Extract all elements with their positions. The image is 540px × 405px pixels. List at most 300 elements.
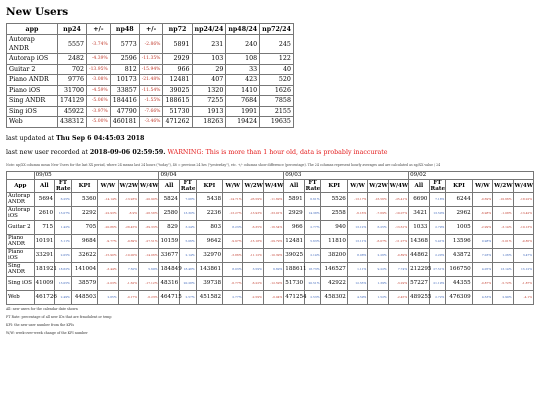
weekly-app-name: Guitar 2 xyxy=(7,220,35,234)
weekly-cell: 212295 xyxy=(409,262,429,276)
weekly-cell: 5891 xyxy=(284,192,304,206)
weekly-cell: 43872 xyxy=(446,248,472,262)
weekly-col-header: All xyxy=(409,179,429,192)
summary-cell: 2929 xyxy=(163,54,192,65)
weekly-col-header: W/4W xyxy=(513,179,533,192)
weekly-cell: -6.77% xyxy=(223,276,243,290)
weekly-cell: -1.62% xyxy=(118,276,138,290)
weekly-cell: 1.11% xyxy=(347,262,367,276)
summary-row xyxy=(7,35,294,54)
weekly-cell: 4.53% xyxy=(472,290,492,304)
weekly-cell: -3.44% xyxy=(98,262,118,276)
weekly-col-header: FT Rate xyxy=(305,179,321,192)
stale-data-warning: WARNING: This is more than 1 hour old, data is probably inaccurate xyxy=(165,148,388,156)
weekly-cell: 2.49% xyxy=(55,290,72,304)
summary-cell: 1913 xyxy=(192,106,226,117)
summary-row xyxy=(7,106,294,117)
weekly-col-header: FT Rate xyxy=(430,179,446,192)
weekly-row xyxy=(7,276,534,290)
weekly-app-name: Autorap ANDR xyxy=(7,192,35,206)
summary-app-name: Sing iOS xyxy=(7,106,58,117)
summary-cell: 19424 xyxy=(226,117,260,128)
weekly-cell: 2.99% xyxy=(493,290,513,304)
weekly-cell: 13.05% xyxy=(55,276,72,290)
weekly-col-header: W/4W xyxy=(263,179,283,192)
summary-cell: 240 xyxy=(226,35,260,54)
weekly-cell: -0.17% xyxy=(118,290,138,304)
weekly-cell: 7.03% xyxy=(472,248,492,262)
weekly-cell: 13.50% xyxy=(429,206,446,220)
summary-cell: 520 xyxy=(260,75,294,86)
weekly-cell: 5360 xyxy=(71,192,97,206)
weekly-row xyxy=(7,234,534,248)
footnote: KPI: the new user number from the KPIs xyxy=(6,322,75,327)
weekly-cell: 13596 xyxy=(446,234,472,248)
weekly-cell: 4.05% xyxy=(472,262,492,276)
weekly-cell: -6.22% xyxy=(243,276,263,290)
weekly-cell: 44862 xyxy=(409,248,429,262)
weekly-cell: 13.11% xyxy=(347,234,367,248)
weekly-cell: -26.58% xyxy=(139,206,159,220)
weekly-cell: -10.66% xyxy=(493,192,513,206)
summary-col-header: np24/24 xyxy=(192,24,226,35)
summary-cell: 5557 xyxy=(58,35,87,54)
weekly-cell: 146527 xyxy=(321,262,347,276)
weekly-cell: 21.19% xyxy=(429,276,446,290)
summary-cell: 33857 xyxy=(110,85,139,96)
summary-row xyxy=(7,85,294,96)
summary-col-header: app xyxy=(7,24,58,35)
page-title: New Users xyxy=(6,6,69,18)
weekly-cell: 6.25% xyxy=(55,192,72,206)
weekly-cell: 33677 xyxy=(159,248,179,262)
weekly-cell: 1.52% xyxy=(368,290,388,304)
summary-cell: -2.86% xyxy=(139,35,163,54)
weekly-cell: 4.59% xyxy=(347,290,367,304)
weekly-col-header: W/2W xyxy=(493,179,513,192)
weekly-cell: -2.99% xyxy=(472,220,492,234)
summary-cell: -13.95% xyxy=(87,64,111,75)
weekly-cell: 10159 xyxy=(159,234,179,248)
week-header-row xyxy=(7,171,534,179)
summary-app-name: Autorap ANDR xyxy=(7,35,58,54)
summary-cell: -3.74% xyxy=(87,35,111,54)
weekly-cell: 141004 xyxy=(71,262,97,276)
weekly-cell: 3.47% xyxy=(513,248,533,262)
weekly-cell: 458302 xyxy=(321,290,347,304)
weekly-col-header: W/W xyxy=(472,179,492,192)
summary-cell: 47790 xyxy=(110,106,139,117)
weekly-cell: 9684 xyxy=(71,234,97,248)
weekly-cell: -14.71% xyxy=(223,192,243,206)
summary-cell: 31700 xyxy=(58,85,87,96)
weekly-cell: -10.39% xyxy=(263,248,283,262)
weekly-cell: 1.39% xyxy=(368,276,388,290)
summary-cell: 2482 xyxy=(58,54,87,65)
last-updated xyxy=(6,135,534,143)
footnote: All: new users for the calendar date shown xyxy=(6,306,78,311)
weekly-col-header: All xyxy=(159,179,179,192)
last-recorded-value: 2018-09-06 02:59:59. xyxy=(89,148,166,156)
weekly-cell: 166750 xyxy=(446,262,472,276)
weekly-cell: 12481 xyxy=(284,234,304,248)
summary-cell: -15.94% xyxy=(139,64,163,75)
weekly-cell: 5.41% xyxy=(429,234,446,248)
summary-row xyxy=(7,96,294,107)
summary-cell: 10173 xyxy=(110,75,139,86)
weekly-cell: 2580 xyxy=(159,206,179,220)
summary-app-name: Guitar 2 xyxy=(7,64,58,75)
weekly-cell: 2.14% xyxy=(304,248,321,262)
weekly-cell: 7.18% xyxy=(429,192,446,206)
weekly-cell: 461726 xyxy=(34,290,54,304)
weekly-cell: -0.89% xyxy=(388,248,408,262)
weekly-col-header: W/2W xyxy=(243,179,263,192)
weekly-cell: 471254 xyxy=(284,290,304,304)
weekly-cell: 32970 xyxy=(196,248,222,262)
weekly-cell: -19.07% xyxy=(388,206,408,220)
weekly-cell: 38200 xyxy=(321,248,347,262)
weekly-cell: -0.69% xyxy=(472,192,492,206)
summary-cell: 103 xyxy=(192,54,226,65)
weekly-cell: -0.04% xyxy=(263,290,283,304)
weekly-cell: 715 xyxy=(34,220,54,234)
weekly-app-name: Piano iOS xyxy=(7,248,35,262)
weekly-cell: 1033 xyxy=(409,220,429,234)
weekly-cell: 42922 xyxy=(321,276,347,290)
weekly-cell: -11.69% xyxy=(263,192,283,206)
summary-cell: -5.00% xyxy=(87,117,111,128)
summary-row xyxy=(7,54,294,65)
summary-cell: 2155 xyxy=(260,106,294,117)
weekly-cell: 3.59% xyxy=(243,262,263,276)
summary-col-header: +/- xyxy=(87,24,111,35)
weekly-cell: 13.07% xyxy=(55,206,72,220)
weekly-cell: -8.9% xyxy=(118,206,138,220)
weekly-cell: 2558 xyxy=(321,206,347,220)
summary-cell: 29 xyxy=(192,64,226,75)
weekly-cell: 20.51% xyxy=(304,276,321,290)
weekly-cell: -25.41% xyxy=(388,192,408,206)
weekly-col-header: W/2W xyxy=(368,179,388,192)
weekly-cell: 13.12% xyxy=(347,220,367,234)
weekly-col-header: All xyxy=(284,179,304,192)
weekly-cell: 6244 xyxy=(446,192,472,206)
weekly-cell: -5.01% xyxy=(493,234,513,248)
weekly-cell: 7.50% xyxy=(118,262,138,276)
weekly-cell: 6.25% xyxy=(368,220,388,234)
weekly-cell: 451582 xyxy=(196,290,222,304)
footnote: FT Rate: percentage of all new IDs that are fraudulent or temp xyxy=(6,314,112,319)
weekly-col-header: FT Rate xyxy=(56,179,71,192)
weekly-cell: 14368 xyxy=(409,234,429,248)
summary-cell: 966 xyxy=(163,64,192,75)
summary-cell: 1410 xyxy=(226,85,260,96)
summary-cell: -5.06% xyxy=(87,96,111,107)
summary-cell: 702 xyxy=(58,64,87,75)
weekly-cell: 2.65% xyxy=(98,290,118,304)
weekly-cell: -15.90% xyxy=(98,248,118,262)
weekly-cell: 188611 xyxy=(284,262,304,276)
weekly-cell: 13.12% xyxy=(513,262,533,276)
weekly-cell: 2.57% xyxy=(179,290,196,304)
summary-cell: 12481 xyxy=(163,75,192,86)
weekly-cell: -20.90% xyxy=(139,192,159,206)
weekly-cell: -5.72% xyxy=(493,276,513,290)
weekly-cell: -9.97% xyxy=(223,234,243,248)
weekly-app-header: App xyxy=(7,179,35,192)
summary-cell: 407 xyxy=(192,75,226,86)
weekly-cell: 1.26% xyxy=(493,248,513,262)
week-date-header: 09/05 xyxy=(34,171,159,179)
weekly-cell: -16.54% xyxy=(263,220,283,234)
weekly-cell: -13.93% xyxy=(118,192,138,206)
summary-cell: 5773 xyxy=(110,35,139,54)
summary-cell: 9776 xyxy=(58,75,87,86)
summary-cell: 460181 xyxy=(110,117,139,128)
weekly-cell: 2929 xyxy=(284,206,304,220)
summary-cell: 39025 xyxy=(163,85,192,96)
weekly-cell: 41009 xyxy=(34,276,54,290)
weekly-cell: -6.23% xyxy=(139,290,159,304)
weekly-row xyxy=(7,220,534,234)
weekly-app-name: Sing ANDR xyxy=(7,262,35,276)
weekly-cell: -11.12% xyxy=(243,248,263,262)
weekly-cell: -16.56% xyxy=(368,192,388,206)
weekly-table xyxy=(6,171,534,305)
summary-cell: -1.55% xyxy=(139,96,163,107)
weekly-cell: 2610 xyxy=(34,206,54,220)
page xyxy=(6,0,534,337)
weekly-cell: 57227 xyxy=(409,276,429,290)
weekly-cell: 5.69% xyxy=(139,262,159,276)
weekly-cell: 48316 xyxy=(159,276,179,290)
weekly-col-header: W/W xyxy=(98,179,118,192)
weekly-cell: 5.11% xyxy=(55,234,72,248)
summary-col-header: np48/24 xyxy=(226,24,260,35)
weekly-cell: 8.08% xyxy=(347,248,367,262)
weekly-cell: 9.22% xyxy=(368,262,388,276)
summary-cell: -11.54% xyxy=(139,85,163,96)
weekly-cell: 705 xyxy=(71,220,97,234)
weekly-cell: 6.61% xyxy=(304,192,321,206)
weekly-cell: -28.45% xyxy=(118,220,138,234)
weekly-cell: 5.06% xyxy=(179,234,196,248)
weekly-cell: -20.86% xyxy=(98,220,118,234)
summary-cell: 33 xyxy=(226,64,260,75)
weekly-cell: 11810 xyxy=(321,234,347,248)
weekly-cell: -18.22% xyxy=(513,192,533,206)
weekly-cell: 18.48% xyxy=(179,262,196,276)
summary-col-header: np48 xyxy=(110,24,139,35)
weekly-cell: -39.33% xyxy=(139,220,159,234)
weekly-cell: -6.07% xyxy=(368,234,388,248)
weekly-col-header: KPI xyxy=(446,179,472,192)
weekly-cell: 1005 xyxy=(446,220,472,234)
weekly-cell: -2.59% xyxy=(243,290,263,304)
weekly-cell: 2.26% xyxy=(368,248,388,262)
weekly-cell: 2.77% xyxy=(223,290,243,304)
weekly-cell: 12.55% xyxy=(347,276,367,290)
summary-cell: 471262 xyxy=(163,117,192,128)
summary-row xyxy=(7,117,294,128)
summary-app-name: Piano ANDR xyxy=(7,75,58,86)
weekly-cell: -11.27% xyxy=(388,234,408,248)
summary-cell: -11.35% xyxy=(139,54,163,65)
weekly-col-header: W/W xyxy=(223,179,243,192)
weekly-row xyxy=(7,290,534,304)
weekly-app-name: Autorap iOS xyxy=(7,206,35,220)
weekly-cell: 8.03% xyxy=(223,262,243,276)
weekly-cell: 2.53% xyxy=(304,290,321,304)
weekly-col-header: KPI xyxy=(321,179,347,192)
weekly-col-header: KPI xyxy=(196,179,222,192)
summary-cell: 19635 xyxy=(260,117,294,128)
weekly-cell: 20.28% xyxy=(179,276,196,290)
weekly-cell: 2.14% xyxy=(179,248,196,262)
weekly-cell: 13.30% xyxy=(179,206,196,220)
summary-cell: 812 xyxy=(110,64,139,75)
weekly-cell: 2962 xyxy=(446,206,472,220)
summary-app-name: Web xyxy=(7,117,58,128)
weekly-cell: 13.14% xyxy=(493,262,513,276)
weekly-cell: 6690 xyxy=(409,192,429,206)
summary-app-name: Autorap iOS xyxy=(7,54,58,65)
weekly-cell: -3.14% xyxy=(493,220,513,234)
weekly-cell: 18.62% xyxy=(55,262,72,276)
weekly-cell: 5694 xyxy=(34,192,54,206)
weekly-cell: -4.1% xyxy=(513,290,533,304)
weekly-cell: 966 xyxy=(284,220,304,234)
weekly-cell: 5.63% xyxy=(304,234,321,248)
weekly-cell: -3.29% xyxy=(388,276,408,290)
weekly-cell: 9642 xyxy=(196,234,222,248)
weekly-cell: 10191 xyxy=(34,234,54,248)
summary-cell: 40 xyxy=(260,64,294,75)
summary-col-header: np24 xyxy=(58,24,87,35)
weekly-cell: -14.06% xyxy=(139,248,159,262)
weekly-app-name: Web xyxy=(7,290,35,304)
weekly-cell: 44355 xyxy=(446,276,472,290)
weekly-cell: 33291 xyxy=(34,248,54,262)
summary-cell: 423 xyxy=(226,75,260,86)
summary-cell: 174129 xyxy=(58,96,87,107)
weekly-cell: -1.08% xyxy=(493,206,513,220)
weekly-col-header: KPI xyxy=(71,179,97,192)
weekly-cell: 7.74% xyxy=(388,262,408,276)
summary-row xyxy=(7,64,294,75)
weekly-cell: 32622 xyxy=(71,248,97,262)
weekly-cell: -15.18% xyxy=(243,234,263,248)
weekly-cell: 27.51% xyxy=(429,262,446,276)
weekly-cell: -19.13% xyxy=(513,220,533,234)
last-updated-value: Thu Sep 6 04:45:03 2018 xyxy=(55,134,145,142)
summary-row xyxy=(7,75,294,86)
weekly-cell: -6.35% xyxy=(243,220,263,234)
weekly-cell: 7.08% xyxy=(179,192,196,206)
footnote: W/W: week-over-week change of the KPI number xyxy=(6,330,88,335)
summary-cell: 7684 xyxy=(226,96,260,107)
weekly-cell: 184849 xyxy=(159,262,179,276)
weekly-cell: 8.23% xyxy=(223,220,243,234)
weekly-cell: -13.61% xyxy=(388,220,408,234)
weekly-cell: 464715 xyxy=(159,290,179,304)
weekly-cell: 14.38% xyxy=(304,206,321,220)
weekly-cell: -13.93% xyxy=(243,206,263,220)
weekly-cell: -0.87% xyxy=(472,276,492,290)
weekly-cell: 2.79% xyxy=(429,220,446,234)
weekly-cell: 5526 xyxy=(321,192,347,206)
weekly-cell: 5438 xyxy=(196,192,222,206)
weekly-cell: 3.24% xyxy=(179,220,196,234)
summary-cell: 51730 xyxy=(163,106,192,117)
last-recorded xyxy=(6,149,534,157)
summary-body xyxy=(7,35,294,128)
weekly-cell: 18.73% xyxy=(304,262,321,276)
weekly-row xyxy=(7,192,534,206)
weekly-cell: 2.72% xyxy=(429,290,446,304)
weekly-cell: 38579 xyxy=(71,276,97,290)
summary-cell: 1626 xyxy=(260,85,294,96)
week-date-header: 09/04 xyxy=(159,171,284,179)
summary-cell: 1320 xyxy=(192,85,226,96)
summary-cell: 2596 xyxy=(110,54,139,65)
weekly-col-header: W/4W xyxy=(139,179,159,192)
summary-col-header: np72 xyxy=(163,24,192,35)
weekly-cell: -17.12% xyxy=(139,276,159,290)
weekly-cell: 940 xyxy=(321,220,347,234)
summary-col-header: +/- xyxy=(139,24,163,35)
summary-cell: 7858 xyxy=(260,96,294,107)
weekly-col-header: W/2W xyxy=(118,179,138,192)
summary-col-header: np72/24 xyxy=(260,24,294,35)
weekly-row xyxy=(7,262,534,276)
summary-cell: 188615 xyxy=(163,96,192,107)
weekly-cell: 51730 xyxy=(284,276,304,290)
weekly-cell: -9.85% xyxy=(513,234,533,248)
summary-header-row xyxy=(7,24,294,35)
summary-table xyxy=(6,23,294,128)
weekly-cell: -2.03% xyxy=(98,276,118,290)
weekly-cell: -33.91% xyxy=(263,206,283,220)
weekly-col-header: All xyxy=(34,179,54,192)
weekly-col-header: FT Rate xyxy=(180,179,196,192)
weekly-cell: -6.16% xyxy=(347,206,367,220)
weekly-cell: -9.77% xyxy=(98,234,118,248)
weekly-cell: -13.42% xyxy=(513,206,533,220)
summary-cell: 245 xyxy=(260,35,294,54)
weekly-body xyxy=(7,192,534,304)
weekly-cell: -12.59% xyxy=(263,276,283,290)
weekly-cell: -6.98% xyxy=(472,206,492,220)
summary-app-name: Piano iOS xyxy=(7,85,58,96)
weekly-col-header: W/4W xyxy=(388,179,408,192)
weekly-cell: 0.98% xyxy=(472,234,492,248)
weekly-cell: -2.45% xyxy=(388,290,408,304)
summary-cell: 122 xyxy=(260,54,294,65)
weekly-cell: -29.79% xyxy=(263,234,283,248)
weekly-cell: -27.51% xyxy=(139,234,159,248)
weekly-cell: 476309 xyxy=(446,290,472,304)
summary-cell: -4.39% xyxy=(87,54,111,65)
weekly-cell: 829 xyxy=(159,220,179,234)
summary-cell: -3.97% xyxy=(87,106,111,117)
summary-app-name: Sing ANDR xyxy=(7,96,58,107)
summary-cell: -7.66% xyxy=(139,106,163,117)
weekly-cell: 2292 xyxy=(71,206,97,220)
weekly-cell: -10.00% xyxy=(118,248,138,262)
weekly-cell: -13.27% xyxy=(223,206,243,220)
